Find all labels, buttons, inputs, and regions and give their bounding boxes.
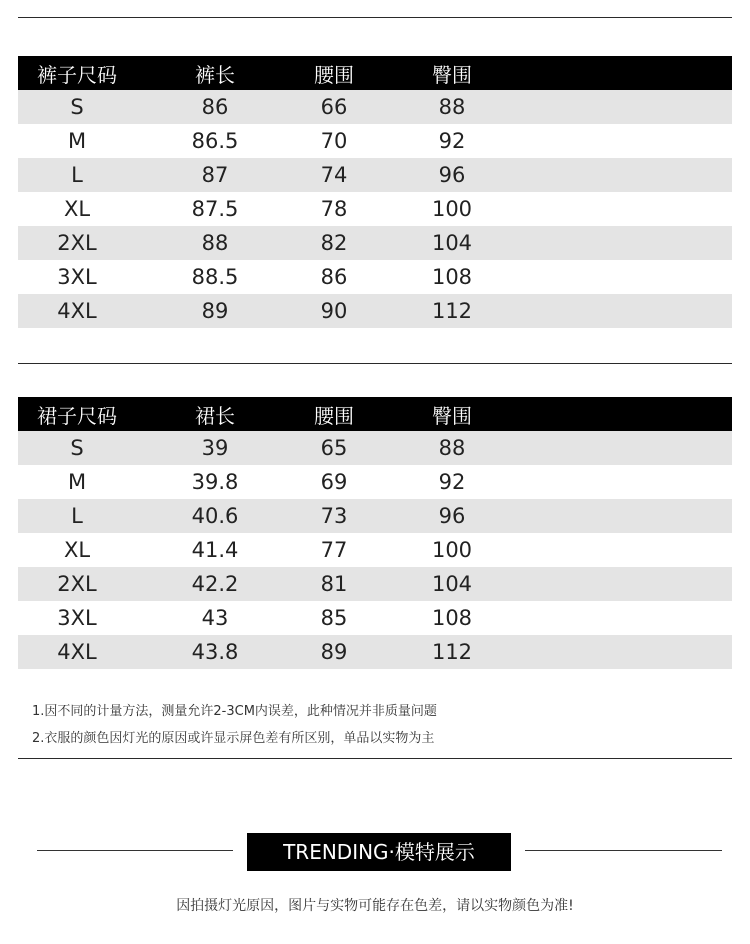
trending-line-left [37,850,233,851]
header-size: 裙子尺码 [37,403,117,428]
cell-hip: 112 [431,640,473,664]
cell-hip: 92 [438,470,466,494]
cell-waist: 82 [320,231,348,255]
table-row [18,90,732,124]
cell-length: 43 [201,606,229,630]
cell-hip: 96 [438,504,466,528]
cell-waist: 65 [320,436,348,460]
color-disclaimer: 因拍摄灯光原因，图片与实物可能存在色差，请以实物颜色为准! [176,898,574,914]
table-row [18,260,732,294]
cell-waist: 66 [320,95,348,119]
cell-size: 4XL [57,299,97,323]
cell-length: 42.2 [191,572,239,596]
note-item: 2.衣服的颜色因灯光的原因或许显示屏色差有所区别，单品以实物为主 [32,731,435,746]
cell-hip: 88 [438,95,466,119]
trending-line-right [525,850,722,851]
cell-size: L [71,504,83,528]
middle-divider [18,363,732,364]
header-waist: 腰围 [314,403,354,428]
table-row [18,533,732,567]
note-item: 1.因不同的计量方法，测量允许2-3CM内误差，此种情况并非质量问题 [32,704,437,719]
notes-divider [18,758,732,759]
cell-waist: 77 [320,538,348,562]
cell-waist: 86 [320,265,348,289]
cell-length: 88 [201,231,229,255]
skirt-table-header [18,397,732,431]
cell-length: 87.5 [191,197,239,221]
header-hip: 臀围 [432,62,472,87]
table-row [18,635,732,669]
cell-waist: 69 [320,470,348,494]
cell-length: 86.5 [191,129,239,153]
cell-length: 87 [201,163,229,187]
cell-hip: 96 [438,163,466,187]
top-divider [18,17,732,18]
header-length: 裤长 [195,62,235,87]
cell-size: XL [63,538,91,562]
table-row [18,431,732,465]
table-row [18,465,732,499]
header-size: 裤子尺码 [37,62,117,87]
cell-waist: 85 [320,606,348,630]
cell-length: 89 [201,299,229,323]
header-waist: 腰围 [314,62,354,87]
cell-waist: 70 [320,129,348,153]
cell-length: 39 [201,436,229,460]
header-hip: 臀围 [432,403,472,428]
cell-length: 39.8 [191,470,239,494]
measurement-notes [32,698,437,752]
table-row [18,601,732,635]
cell-size: S [70,436,84,460]
cell-hip: 108 [431,265,473,289]
table-row [18,226,732,260]
cell-length: 86 [201,95,229,119]
cell-size: M [67,129,87,153]
cell-length: 88.5 [191,265,239,289]
cell-size: 2XL [57,231,97,255]
cell-waist: 78 [320,197,348,221]
cell-hip: 104 [431,572,473,596]
cell-size: 4XL [57,640,97,664]
pants-size-table [18,56,732,328]
table-row [18,499,732,533]
cell-length: 43.8 [191,640,239,664]
cell-size: S [70,95,84,119]
pants-table-header [18,56,732,90]
cell-waist: 74 [320,163,348,187]
cell-waist: 90 [320,299,348,323]
table-row [18,294,732,328]
cell-size: 3XL [57,265,97,289]
table-row [18,158,732,192]
cell-size: XL [63,197,91,221]
skirt-size-table [18,397,732,669]
cell-hip: 92 [438,129,466,153]
cell-length: 41.4 [191,538,239,562]
cell-size: M [67,470,87,494]
table-row [18,192,732,226]
cell-waist: 81 [320,572,348,596]
cell-hip: 104 [431,231,473,255]
trending-title: TRENDING·模特展示 [247,833,511,871]
cell-size: 3XL [57,606,97,630]
cell-waist: 89 [320,640,348,664]
cell-size: 2XL [57,572,97,596]
cell-waist: 73 [320,504,348,528]
header-length: 裙长 [195,403,235,428]
cell-hip: 100 [431,538,473,562]
cell-hip: 100 [431,197,473,221]
cell-hip: 88 [438,436,466,460]
table-row [18,124,732,158]
cell-hip: 108 [431,606,473,630]
cell-size: L [71,163,83,187]
table-row [18,567,732,601]
cell-length: 40.6 [191,504,239,528]
cell-hip: 112 [431,299,473,323]
